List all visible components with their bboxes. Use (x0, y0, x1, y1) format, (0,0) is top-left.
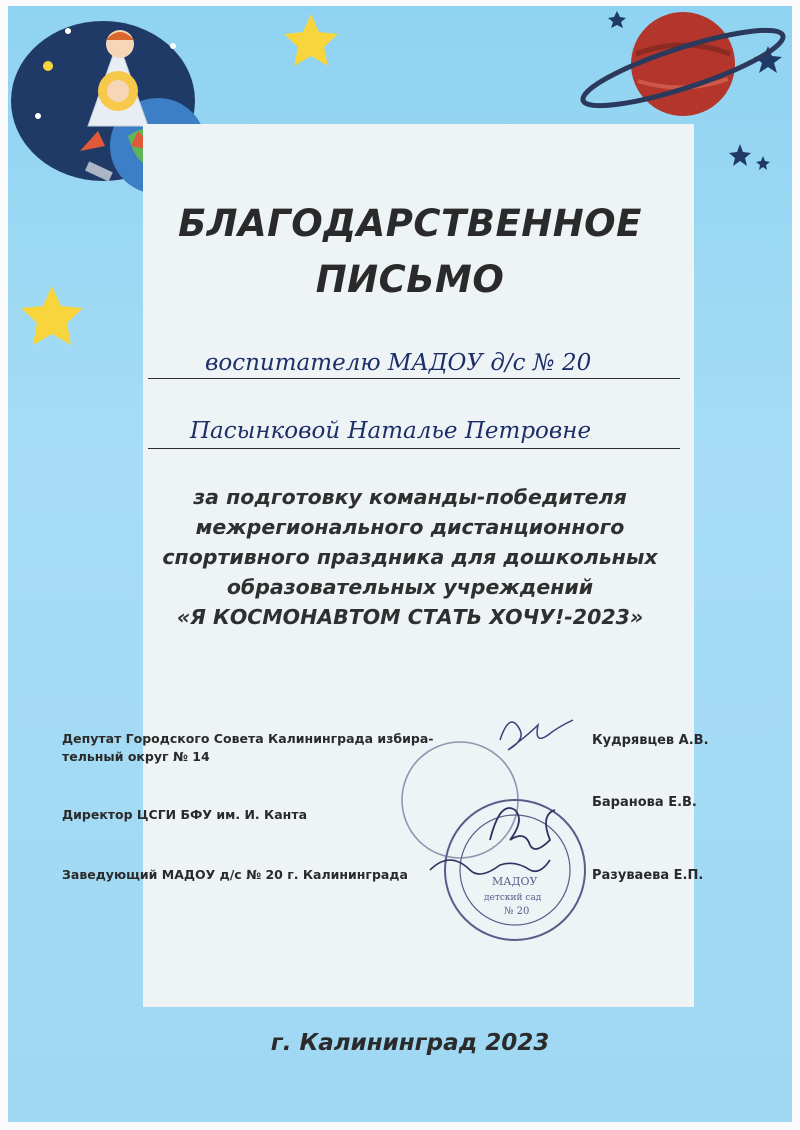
recipient-position: воспитателю МАДОУ д/с № 20 (205, 350, 592, 376)
star-icon (729, 144, 751, 166)
reason-line-4: образовательных учреждений (226, 575, 594, 599)
document-title (140, 196, 680, 308)
reason-text (140, 482, 680, 632)
reason-line-2: межрегионального дистанционного (195, 515, 625, 539)
city-year: г. Калининград 2023 (270, 1030, 550, 1056)
signatory-name-2: Баранова Е.В. (592, 795, 697, 810)
signatory-role-1-line-2: тельный округ № 14 (62, 749, 210, 764)
star-icon (608, 11, 626, 28)
signatory-role-3-line-1: Заведующий МАДОУ д/с № 20 г. Калининграда (62, 867, 408, 882)
recipient-position-underline (148, 378, 680, 379)
signatory-role-2 (62, 806, 307, 824)
recipient-name-underline (148, 448, 680, 449)
stamp-text-3: № 20 (504, 906, 530, 917)
reason-line-3: спортивного праздника для дошкольных (162, 545, 658, 569)
signature-1 (500, 720, 573, 750)
signatory-role-2-line-1: Директор ЦСГИ БФУ им. И. Канта (62, 807, 308, 822)
stamp-text-2: детский сад (484, 893, 542, 903)
signatory-name-1: Кудрявцев А.В. (592, 733, 709, 748)
star-icon (284, 14, 338, 66)
signatory-role-1-line-1: Депутат Городского Совета Калининграда избира- (62, 731, 434, 746)
title-line-1: БЛАГОДАРСТВЕННОЕ (178, 202, 642, 245)
star-icon (756, 156, 770, 170)
signatory-role-1 (62, 730, 433, 766)
signature-3 (430, 860, 550, 874)
title-line-2: ПИСЬМО (315, 258, 505, 301)
contest-name: «Я КОСМОНАВТОМ СТАТЬ ХОЧУ!-2023» (176, 605, 644, 629)
signatory-name-3: Разуваева Е.П. (592, 868, 704, 883)
recipient-name: Пасынковой Наталье Петровне (190, 418, 592, 444)
planet-illustration (577, 12, 789, 119)
star-icon (21, 286, 83, 345)
reason-line-1: за подготовку команды-победителя (193, 485, 627, 509)
stamp-text-1: МАДОУ (492, 875, 538, 888)
signatory-role-3 (62, 866, 408, 884)
